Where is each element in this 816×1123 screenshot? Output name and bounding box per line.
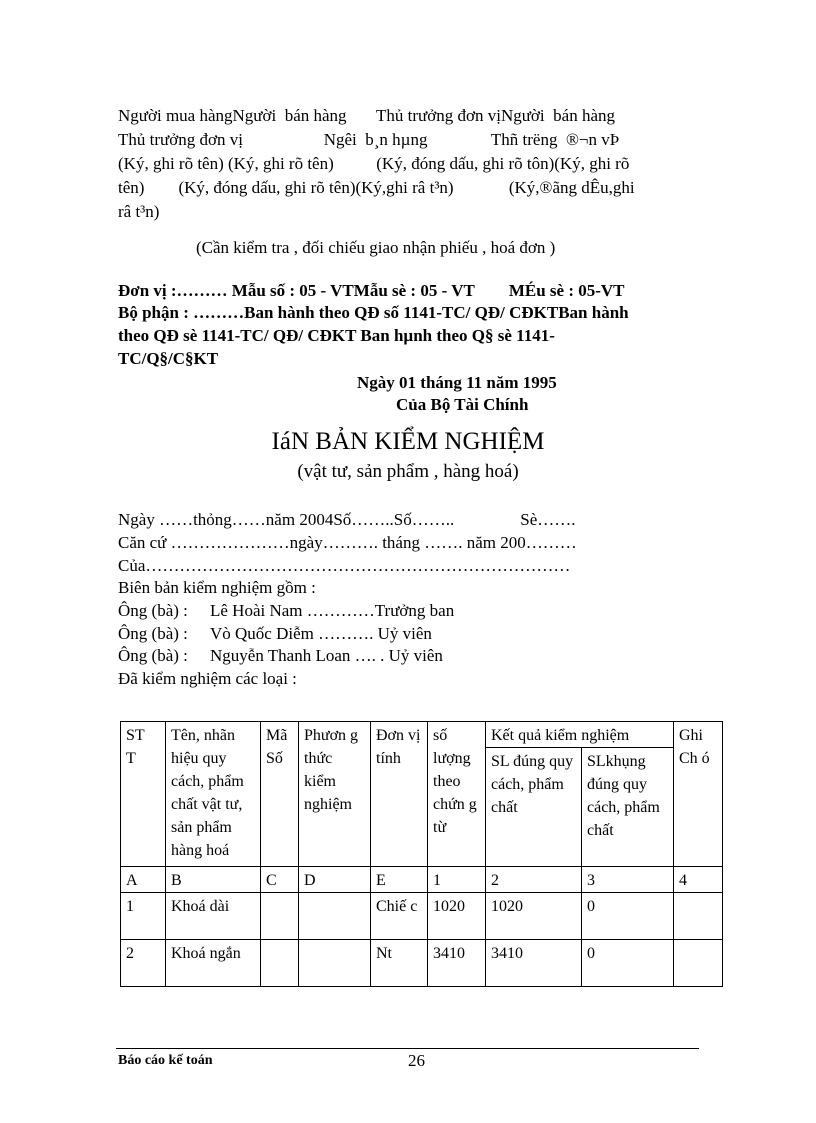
issuing-ministry: Của Bộ Tài Chính: [396, 395, 529, 414]
signature-line-2: Thủ trưởng đơn vị Ngêi b¸n hµng Thñ trëng ®¬n vÞ: [118, 130, 620, 149]
table-cell: 3410: [486, 940, 582, 987]
document-subtitle: (vật tư, sản phẩm , hàng hoá): [297, 461, 519, 482]
table-cell: A: [121, 867, 166, 893]
table-cell: 3410: [428, 940, 486, 987]
member-row: Ông (bà) : Vò Quốc Diễm ………. Uỷ viên: [118, 624, 432, 643]
form-header-line-4: TC/Q§/C§KT: [118, 349, 219, 368]
verification-note: (Cần kiểm tra , đối chiếu giao nhận phiếu , hoá đơn ): [196, 238, 556, 257]
header-inspection-result: Kết quả kiểm nghiệm: [486, 722, 674, 748]
form-header-line-3: theo QĐ sè 1141-TC/ QĐ/ CĐKT Ban hµnh theo Q§ sè 1141-: [118, 326, 555, 345]
table-cell: 0: [582, 940, 674, 987]
table-cell: 1020: [486, 893, 582, 940]
body-line-committee: Biên bản kiểm nghiệm gồm :: [118, 578, 316, 597]
table-cell: [299, 940, 371, 987]
header-qty-nonconforming: SLkhụng đúng quy cách, phẩm chất: [582, 748, 674, 867]
table-cell: 2: [486, 867, 582, 893]
table-cell: 1: [121, 893, 166, 940]
table-row: [121, 940, 723, 987]
form-header-line-1: Đơn vị :……… Mẫu số : 05 - VTMẫu sè : 05 - VT MÉu sè : 05-VT: [118, 281, 625, 300]
table-letter-row: [121, 867, 723, 893]
table-cell: Chiế c: [371, 893, 428, 940]
table-cell: C: [261, 867, 299, 893]
body-line-of: Của…………………………………………………………………: [118, 556, 571, 575]
document-title: IáN BẢN KIỂM NGHIỆM: [271, 428, 545, 455]
header-stt: ST T: [121, 722, 166, 867]
table-cell: 1020: [428, 893, 486, 940]
table-cell: 1: [428, 867, 486, 893]
table-cell: Khoá dài: [166, 893, 261, 940]
table-cell: [299, 893, 371, 940]
header-unit: Đơn vị tính: [371, 722, 428, 867]
header-note: Ghi Ch ó: [674, 722, 723, 867]
issue-date: Ngày 01 tháng 11 năm 1995: [357, 373, 557, 392]
member-row: Ông (bà) : Nguyễn Thanh Loan …. . Uỷ viên: [118, 646, 443, 665]
signature-line-3: (Ký, ghi rõ tên) (Ký, ghi rõ tên) (Ký, đóng dấu, ghi rõ tôn)(Ký, ghi rõ: [118, 154, 630, 173]
body-line-inspected: Đã kiểm nghiệm các loại :: [118, 669, 297, 688]
table-cell: [674, 940, 723, 987]
header-code: Mã Số: [261, 722, 299, 867]
table-row: [121, 893, 723, 940]
table-cell: 0: [582, 893, 674, 940]
table-cell: [261, 893, 299, 940]
header-document-qty: số lượng theo chứn g từ: [428, 722, 486, 867]
table-cell: 2: [121, 940, 166, 987]
body-line-date: Ngày ……thỏng……năm 2004Số……..Số…….. Sè…….: [118, 510, 576, 529]
signature-line-4: tên) (Ký, đóng dấu, ghi rõ tên)(Ký,ghi râ t³n) (Ký,®ãng dÊu,ghi: [118, 178, 635, 197]
page-number: 26: [408, 1051, 425, 1070]
table-cell: 3: [582, 867, 674, 893]
table-cell: Nt: [371, 940, 428, 987]
header-method: Phươn g thức kiểm nghiệm: [299, 722, 371, 867]
table-cell: 4: [674, 867, 723, 893]
member-row: Ông (bà) : Lê Hoài Nam …………Trưởng ban: [118, 601, 455, 620]
signature-line-5: râ t³n): [118, 202, 160, 221]
table-cell: [261, 940, 299, 987]
table-cell: D: [299, 867, 371, 893]
footer-divider: [116, 1048, 699, 1049]
table-cell: Khoá ngắn: [166, 940, 261, 987]
body-line-basis: Căn cứ …………………ngày………. tháng ……. năm 200………: [118, 533, 577, 552]
table-cell: B: [166, 867, 261, 893]
header-item-name: Tên, nhãn hiệu quy cách, phẩm chất vật tư, sản phẩm hàng hoá: [166, 722, 261, 867]
footer-label: Báo cáo kế toán: [118, 1053, 213, 1068]
signature-block: [118, 104, 708, 224]
header-qty-conforming: SL đúng quy cách, phẩm chất: [486, 748, 582, 867]
signature-line-1: Người mua hàngNgười bán hàng Thủ trưởng đơn vịNgười bán hàng: [118, 106, 615, 125]
form-header-line-2: Bộ phận : ………Ban hành theo QĐ số 1141-TC/ QĐ/ CĐKTBan hành: [118, 303, 629, 322]
table-header-row: [121, 722, 723, 748]
inspection-table: [120, 721, 723, 987]
table-cell: [674, 893, 723, 940]
table-cell: E: [371, 867, 428, 893]
